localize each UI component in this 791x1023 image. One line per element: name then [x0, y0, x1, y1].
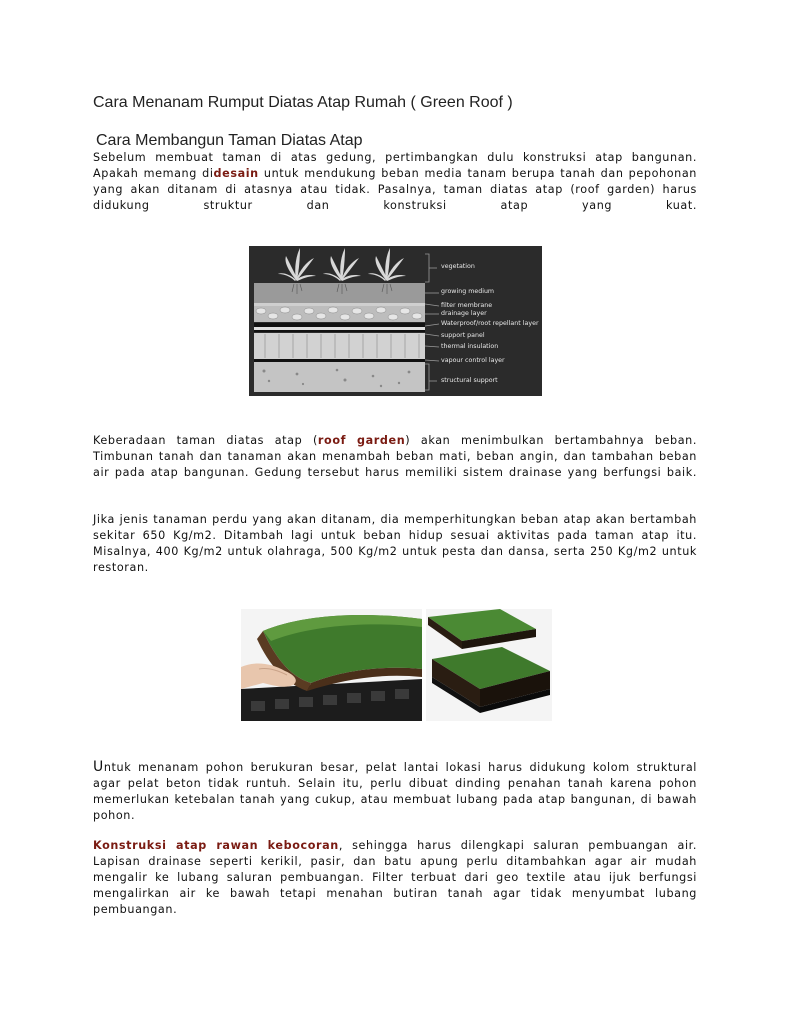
paragraph-text: Sebelum membuat taman di atas gedung, pertimbangkan dulu konstruksi atap bangunan. Apakah memang di: [93, 151, 697, 180]
link-desain[interactable]: desain: [213, 167, 259, 180]
thermal-insulation-layer: [254, 333, 425, 359]
drainage-layer: [254, 306, 425, 322]
paragraph-load: [93, 433, 697, 481]
link-konstruksi-atap[interactable]: Konstruksi atap rawan kebocoran: [93, 839, 339, 852]
structural-support-layer: [254, 362, 425, 392]
paragraph-text: ) akan menimbulkan bertambahnya beban. Timbunan tanah dan tanaman akan menambah beban mati, beban angin, dan tambahan beban air pada atap bangunan. Gedung tersebut harus memiliki sistem drainase yang berfungsi baik.: [93, 434, 698, 479]
section-heading: Cara Membangun Taman Diatas Atap: [96, 132, 363, 149]
label-growing-medium: growing medium: [441, 288, 495, 295]
label-filter-membrane: filter membrane: [441, 302, 493, 309]
label-drainage-layer: drainage layer: [441, 310, 487, 317]
label-structural-support: structural support: [441, 377, 498, 384]
label-vegetation: vegetation: [441, 263, 475, 270]
paragraph-weights: Jika jenis tanaman perdu yang akan ditanam, dia memperhitungkan beban atap akan bertambah sekitar 650 Kg/m2. Ditambah lagi untuk beban hidup sesuai aktivitas pada taman atap itu. Misalnya, 400 Kg/m2 untuk olahraga, 500 Kg/m2 untuk pesta dan dansa, serta 250 Kg/m2 untuk restoran.: [93, 513, 697, 574]
paragraph-intro: [93, 150, 697, 214]
label-waterproof-layer: Waterproof/root repellant layer: [441, 320, 539, 327]
paragraph-drainage: [93, 838, 697, 918]
label-thermal-insulation: thermal insulation: [441, 343, 499, 350]
green-roof-layers-diagram: [249, 246, 542, 396]
paragraph-text: , sehingga harus dilengkapi saluran pembuangan air. Lapisan drainase seperti kerikil, pasir, dan batu apung perlu ditambahkan agar air mudah mengalir ke lubang saluran pembuangan. Filter terbuat dari geo textile atau ijuk berfungsi mengalirkan air ke bawah tetapi menahan butiran tanah agar tidak menyumbat lubang pembuangan.: [93, 839, 697, 916]
vegetation-icon: [278, 248, 406, 281]
paragraph-text: Keberadaan taman diatas atap (: [93, 434, 318, 447]
document-title: Cara Menanam Rumput Diatas Atap Rumah ( Green Roof ): [93, 94, 513, 111]
paragraph-trees: [93, 759, 697, 824]
paragraph-text: ntuk menanam pohon berukuran besar, pelat lantai lokasi harus didukung kolom struktural agar pelat beton tidak runtuh. Selain itu, perlu dibuat dinding penahan tanah karena pohon memerlukan ketebalan tanah yang cukup, atau membuat lubang pada atap bangunan, di bawah pohon.: [93, 761, 697, 822]
paragraph-text: untuk mendukung beban media tanam berupa tanah dan pepohonan yang akan ditanam di atasnya atau tidak. Pasalnya, taman diatas atap (roof garden) harus didukung struktur dan konstruksi atap yang kuat.: [93, 167, 697, 212]
grass-tiles-photo: [426, 609, 552, 721]
grass-tile-photo-hand: [241, 609, 422, 721]
label-vapour-control: vapour control layer: [441, 357, 505, 364]
growing-medium-layer: [254, 283, 425, 303]
label-support-panel: support panel: [441, 332, 485, 339]
link-roof-garden[interactable]: roof garden: [317, 434, 406, 447]
drop-letter: U: [93, 759, 104, 775]
